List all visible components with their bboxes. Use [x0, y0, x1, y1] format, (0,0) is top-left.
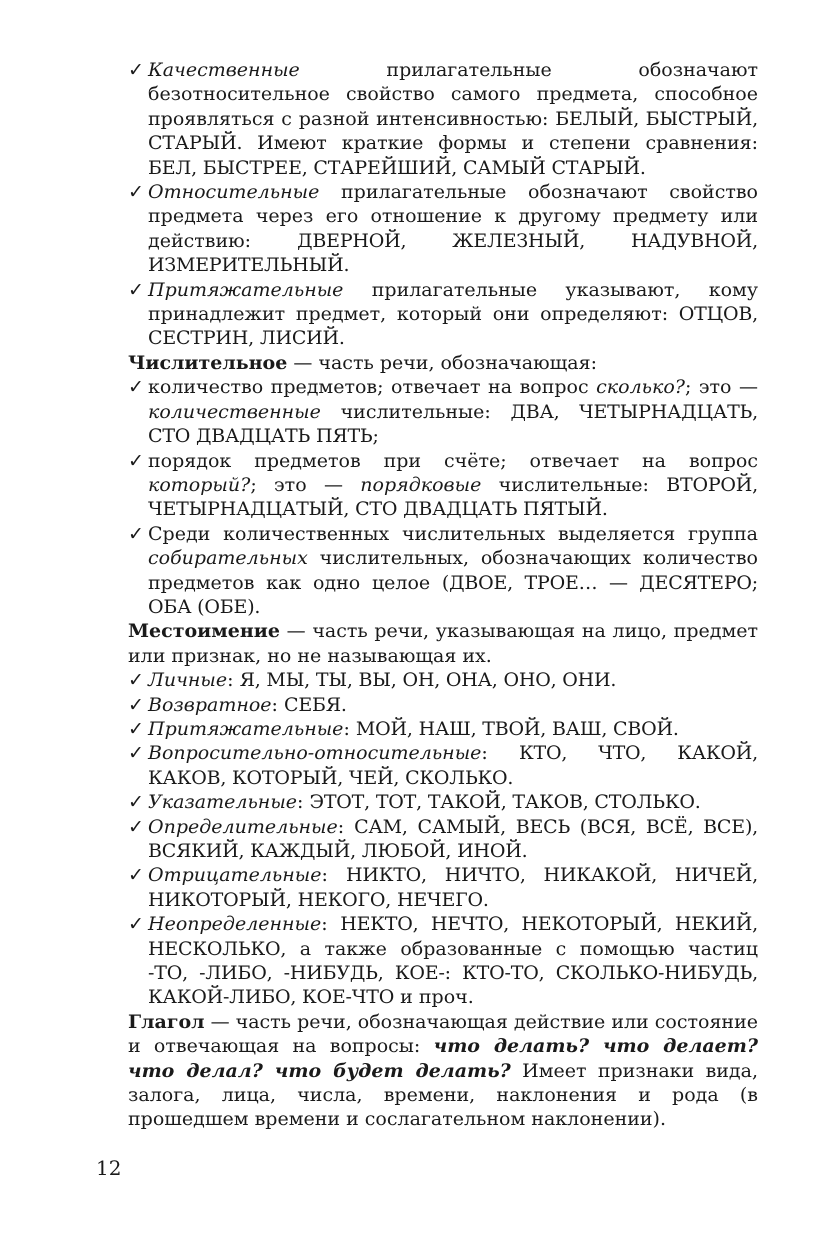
verb-questions: что делать? что делает? что делал? что будет делать?	[128, 1035, 758, 1082]
term: порядковые	[360, 473, 482, 496]
list-item-qualitative: ✓ Качественные прилагательные обозначают безотносительное свойство самого предмета, способное проявляться с разной интенсивностью: БЕЛЫЙ, БЫСТРЫЙ, СТАРЫЙ. Имеют краткие формы и степени сравнения: БЕЛ, БЫСТРЕЕ, СТАРЕЙШИЙ, САМЫЙ СТАРЫЙ.	[128, 59, 758, 179]
examples: НИКТО, НИЧТО, НИКАКОЙ, НИЧЕЙ, НИКОТОРЫЙ, НЕКОГО, НЕЧЕГО.	[148, 864, 758, 911]
list-item-pronoun: ✓ Отрицательные: НИКТО, НИЧТО, НИКАКОЙ, НИЧЕЙ, НИКОТОРЫЙ, НЕКОГО, НЕЧЕГО.	[128, 864, 758, 911]
term: Качественные	[148, 59, 300, 81]
list-item-pronoun: ✓ Вопросительно-относительные: КТО, ЧТО, КАКОЙ, КАКОВ, КОТОРЫЙ, ЧЕЙ, СКОЛЬКО.	[128, 742, 758, 789]
list-item-pronoun: ✓ Личные: Я, МЫ, ТЫ, ВЫ, ОН, ОНА, ОНО, ОНИ.	[128, 669, 617, 692]
verb-definition: Глагол — часть речи, обозначающая действие или состояние и отвечающая на вопросы: что делать? что делает? что делал? что будет делать? Имеет признаки вида, залога, лица, числа, времени, наклонения и рода (в прошедшем времени и сослагательном наклонении).	[128, 1010, 759, 1131]
term: Отрицательные	[148, 864, 322, 887]
list-item-possessive: ✓ Притяжательные прилагательные указывают, кому принадлежит предмет, который они определяют: ОТЦОВ, СЕСТРИН, ЛИСИЙ.	[128, 278, 758, 350]
list-item-pronoun: ✓ Указательные: ЭТОТ, ТОТ, ТАКОЙ, ТАКОВ, СТОЛЬКО.	[128, 791, 701, 814]
check-icon: ✓	[128, 278, 144, 301]
check-icon: ✓	[128, 181, 144, 204]
examples: -ТО, -ЛИБО, -НИБУДЬ, КОЕ-: КТО-ТО, СКОЛЬКО-НИБУДЬ, КАКОЙ-ЛИБО, КОЕ-ЧТО	[148, 962, 758, 1009]
examples: НЕКТО, НЕЧТО, НЕКОТОРЫЙ, НЕКИЙ, НЕСКОЛЬКО,	[148, 913, 758, 960]
check-icon: ✓	[128, 376, 144, 399]
term: Относительные	[148, 181, 320, 204]
examples: СЕБЯ.	[283, 693, 347, 716]
check-icon: ✓	[128, 864, 144, 887]
check-icon: ✓	[128, 717, 144, 740]
examples: Я, МЫ, ТЫ, ВЫ, ОН, ОНА, ОНО, ОНИ.	[239, 669, 617, 692]
examples: БЕЛЫЙ, БЫСТРЫЙ, СТАРЫЙ.	[148, 107, 758, 155]
list-item-pronoun-indefinite: ✓ Неопределенные: НЕКТО, НЕЧТО, НЕКОТОРЫЙ, НЕКИЙ, НЕСКОЛЬКО, а также образованные с помощью частиц -ТО, -ЛИБО, -НИБУДЬ, КОЕ-: КТО-ТО, СКОЛЬКО-НИБУДЬ, КАКОЙ-ЛИБО, КОЕ-ЧТО и проч.	[128, 913, 758, 1009]
term: собирательных	[148, 547, 308, 570]
term: Притяжательные	[148, 278, 344, 301]
examples: ДВЕРНОЙ, ЖЕЛЕЗНЫЙ, НАДУВНОЙ, ИЗМЕРИТЕЛЬНЫЙ.	[148, 229, 758, 277]
term: Возвратное	[148, 693, 272, 716]
list-item-cardinal: ✓ количество предметов; отвечает на вопрос сколько?; это — количественные числительные: ДВА, ЧЕТЫРНАДЦАТЬ, СТО ДВАДЦАТЬ ПЯТЬ;	[128, 376, 759, 448]
examples: ОТЦОВ, СЕСТРИН, ЛИСИЙ.	[148, 303, 758, 350]
page-content	[128, 58, 758, 1132]
list-item-ordinal: ✓ порядок предметов при счёте; отвечает на вопрос который?; это — порядковые числительные: ВТОРОЙ, ЧЕТЫРНАДЦАТЫЙ, СТО ДВАДЦАТЬ ПЯТЫЙ.	[128, 449, 758, 521]
term: количественные	[148, 400, 321, 423]
list-item-relative: ✓ Относительные прилагательные обозначают свойство предмета через его отношение к другому предмету или действию: ДВЕРНОЙ, ЖЕЛЕЗНЫЙ, НАДУВНОЙ, ИЗМЕРИТЕЛЬНЫЙ.	[128, 181, 758, 277]
examples: БЕЛ, БЫСТРЕЕ, СТАРЕЙШИЙ, САМЫЙ СТАРЫЙ.	[148, 156, 646, 179]
section-heading: Местоимение	[128, 620, 280, 643]
examples: ЭТОТ, ТОТ, ТАКОЙ, ТАКОВ, СТОЛЬКО.	[309, 791, 701, 814]
numeral-definition: Числительное — часть речи, обозначающая:	[128, 351, 598, 374]
examples: (ДВОЕ, ТРОЕ… — ДЕСЯТЕРО; ОБА (ОБЕ).	[148, 571, 758, 618]
term: Вопросительно-относительные	[148, 742, 482, 765]
list-item-pronoun: ✓ Определительные: САМ, САМЫЙ, ВЕСЬ (ВСЯ, ВСЁ, ВСЕ), ВСЯКИЙ, КАЖДЫЙ, ЛЮБОЙ, ИНОЙ.	[128, 815, 758, 862]
check-icon: ✓	[128, 59, 144, 81]
check-icon: ✓	[128, 742, 144, 765]
check-icon: ✓	[128, 693, 144, 716]
pronoun-definition: Местоимение — часть речи, указывающая на лицо, предмет или признак, но не называющая их.	[128, 620, 758, 667]
page-number: 12	[96, 1156, 122, 1180]
examples: МОЙ, НАШ, ТВОЙ, ВАШ, СВОЙ.	[355, 717, 679, 740]
examples: ДВА, ЧЕТЫРНАДЦАТЬ, СТО ДВАДЦАТЬ ПЯТЬ;	[148, 400, 758, 448]
term: Неопределенные	[148, 913, 322, 936]
section-heading: Глагол	[128, 1010, 205, 1033]
term: Личные	[148, 669, 228, 692]
check-icon: ✓	[128, 522, 144, 545]
examples: ВТОРОЙ, ЧЕТЫРНАДЦАТЫЙ, СТО ДВАДЦАТЬ ПЯТЫЙ.	[148, 473, 758, 521]
list-item-collective: ✓ Среди количественных числительных выделяется группа собирательных числительных, обозначающих количество предметов как одно целое (ДВОЕ, ТРОЕ… — ДЕСЯТЕРО; ОБА (ОБЕ).	[128, 522, 758, 618]
list-item-pronoun: ✓ Возвратное: СЕБЯ.	[128, 693, 347, 716]
term: Указательные	[148, 791, 298, 814]
check-icon: ✓	[128, 913, 144, 936]
check-icon: ✓	[128, 791, 144, 814]
check-icon: ✓	[128, 669, 144, 692]
examples: САМ, САМЫЙ, ВЕСЬ (ВСЯ, ВСЁ, ВСЕ), ВСЯКИЙ, КАЖДЫЙ, ЛЮБОЙ, ИНОЙ.	[148, 815, 758, 862]
section-heading: Числительное	[128, 351, 288, 374]
term: Определительные	[148, 815, 338, 838]
term: Притяжательные	[148, 717, 344, 740]
list-item-pronoun: ✓ Притяжательные: МОЙ, НАШ, ТВОЙ, ВАШ, СВОЙ.	[128, 717, 679, 740]
examples: КТО, ЧТО, КАКОЙ, КАКОВ, КОТОРЫЙ, ЧЕЙ, СКОЛЬКО.	[148, 742, 758, 789]
check-icon: ✓	[128, 815, 144, 838]
check-icon: ✓	[128, 449, 144, 472]
